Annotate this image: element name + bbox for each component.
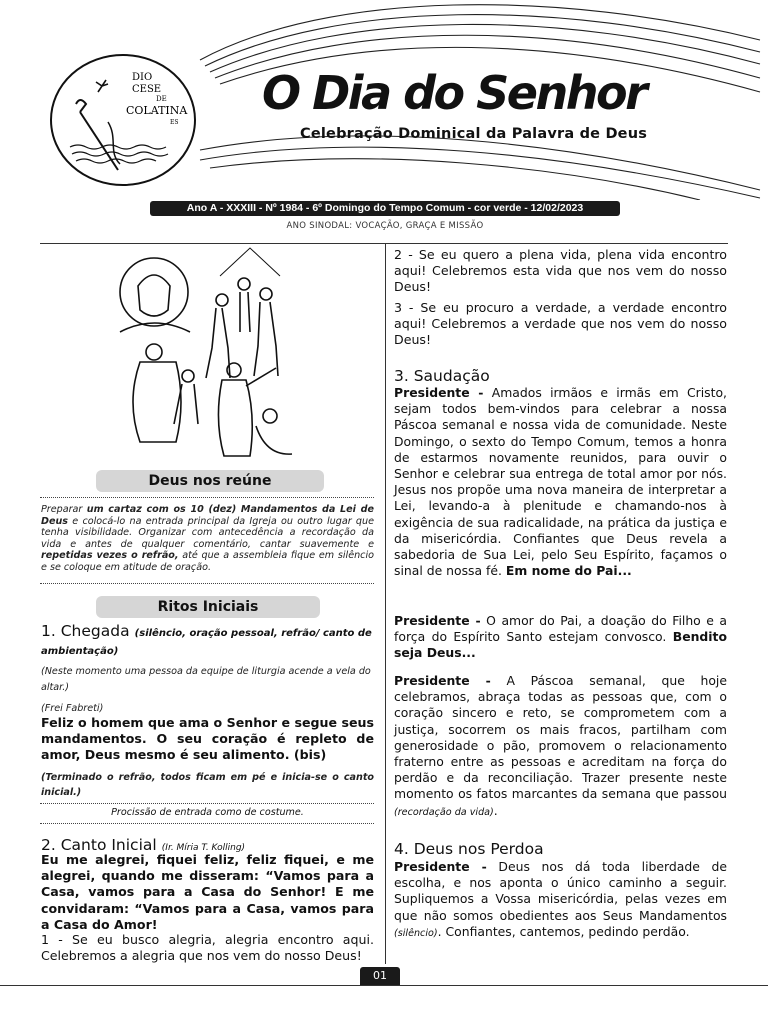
perdoa-heading: 4. Deus nos Perdoa [394,840,544,858]
dotted-divider [40,823,374,824]
dotted-divider [40,497,374,498]
jesus-and-people-illustration [110,246,300,464]
canto-verse-1: 1 - Se eu busco alegria, alegria encontro aqui. Celebremos a alegria que nos vem do nosso Deus! [41,932,374,964]
canto-refrain: Eu me alegrei, fiquei feliz, feliz fiquei, e me alegrei, quando me disseram: “Vamos para a Casa, vamos para a Casa do Senhor! E me convidaram: “Vamos para a Casa, vamos para a Casa do Amor! [41,852,374,932]
saudacao-paragraph-3: Presidente - A Páscoa semanal, que hoje celebramos, abraça todas as pessoas que, com o coração sincero e reto, se comprometem com a justiça, socorrem os mais fracos, partilham com generosidade o pão, promovem o relacionamento fraterno entre as pessoas e acreditam na força do perdão e da reconciliação. Trazer presente neste momento os fatos marcantes da semana que passou (recordação da vida). [394,673,727,818]
logo-text-cese: CESE [132,84,162,95]
header-divider [40,243,728,244]
logo-text-es: ES [170,119,179,126]
footer-line [0,985,768,986]
saudacao-paragraph-2: Presidente - O amor do Pai, a doação do Filho e a força do Espírito Santo estejam convosco. Bendito seja Deus... [394,613,727,661]
page-number: 01 [360,967,400,985]
logo-text-de: DE [156,95,167,103]
column-divider [385,244,386,964]
chegada-note: (Neste momento uma pessoa da equipe de liturgia acende a vela do altar.) [41,666,371,693]
section-pill-deus-nos-reune: Deus nos reúne [96,470,324,492]
procissao-note: Procissão de entrada como de costume. [111,807,304,818]
canto-heading: 2. Canto Inicial [41,836,157,854]
preparation-note: Preparar um cartaz com os 10 (dez) Mandamentos da Lei de Deus e colocá-lo na entrada principal da Igreja ou outro lugar que tenha visibilidade. Organizar com antecedência a recordação da vida e antes de qualquer comentário, cantar suavemente e repetidas vezes o refrão, até que a assembleia fique em silêncio e se coloque em atitude de oração. [41,504,374,573]
canto-verse-2: 2 - Se eu quero a plena vida, plena vida encontro aqui! Celebremos esta vida que nos vem do nosso Deus! [394,247,727,295]
section-pill-ritos-iniciais: Ritos Iniciais [96,596,320,618]
chegada-refrain: Feliz o homem que ama o Senhor e segue seus mandamentos. O seu coração é repleto de amor, Deus mesmo é seu alimento. (bis) [41,715,374,763]
canto-verse-3: 3 - Se eu procuro a verdade, a verdade encontro aqui! Celebremos a verdade que nos vem do nosso Deus! [394,300,727,348]
chegada-subheading: (silêncio, oração pessoal, refrão/ canto de ambientação) [41,628,372,657]
newsletter-subtitle: Celebração Dominical da Palavra de Deus [300,126,648,142]
diocese-logo [48,52,198,188]
chegada-credit: (Frei Fabreti) [41,703,104,714]
perdoa-paragraph: Presidente - Deus nos dá toda liberdade de escolha, e nos aponta o único caminho a seguir. Supliquemos a Vossa misericórdia, pelas vezes em que não somos obedientes aos Seus Mandamentos (silêncio). Confiantes, cantemos, pedindo perdão. [394,859,727,939]
issue-info-bar: Ano A - XXXIII - Nº 1984 - 6º Domingo do Tempo Comum - cor verde - 12/02/2023 [150,201,620,216]
dotted-divider [40,583,374,584]
saudacao-paragraph-1: Presidente - Amados irmãos e irmãs em Cristo, sejam todos bem-vindos para celebrar a nossa Páscoa semanal e nossa vida de comunidade. Neste Domingo, o sexto do Tempo Comum, temos a honra de estarmos novamente reunidos, para ouvir o Senhor e celebrar sua entrega de total amor por nós. Jesus nos propõe uma nova maneira de interpretar a Lei, levando-a à plenitude e chamando-nos à exigência de sua radicalidade, na prática da justiça e da misericórdia. Confiantes que Deus revela a sabedoria de Sua Lei, pelo Seu Espírito, façamos o sinal de nossa fé. Em nome do Pai... [394,385,727,579]
dotted-divider [40,803,374,804]
canto-credit: (Ir. Míria T. Kolling) [161,843,246,853]
synodal-year-caption: ANO SINODAL: VOCAÇÃO, GRAÇA E MISSÃO [286,221,484,231]
saudacao-heading: 3. Saudação [394,367,490,385]
logo-text-colatina: COLATINA [126,104,188,117]
chegada-heading: 1. Chegada [41,622,130,640]
chegada-after-note: (Terminado o refrão, todos ficam em pé e inicia-se o canto inicial.) [41,772,374,798]
logo-text-dio: DIO [132,72,153,83]
chegada-heading-block [41,623,375,659]
newsletter-title: O Dia do Senhor [262,66,646,120]
